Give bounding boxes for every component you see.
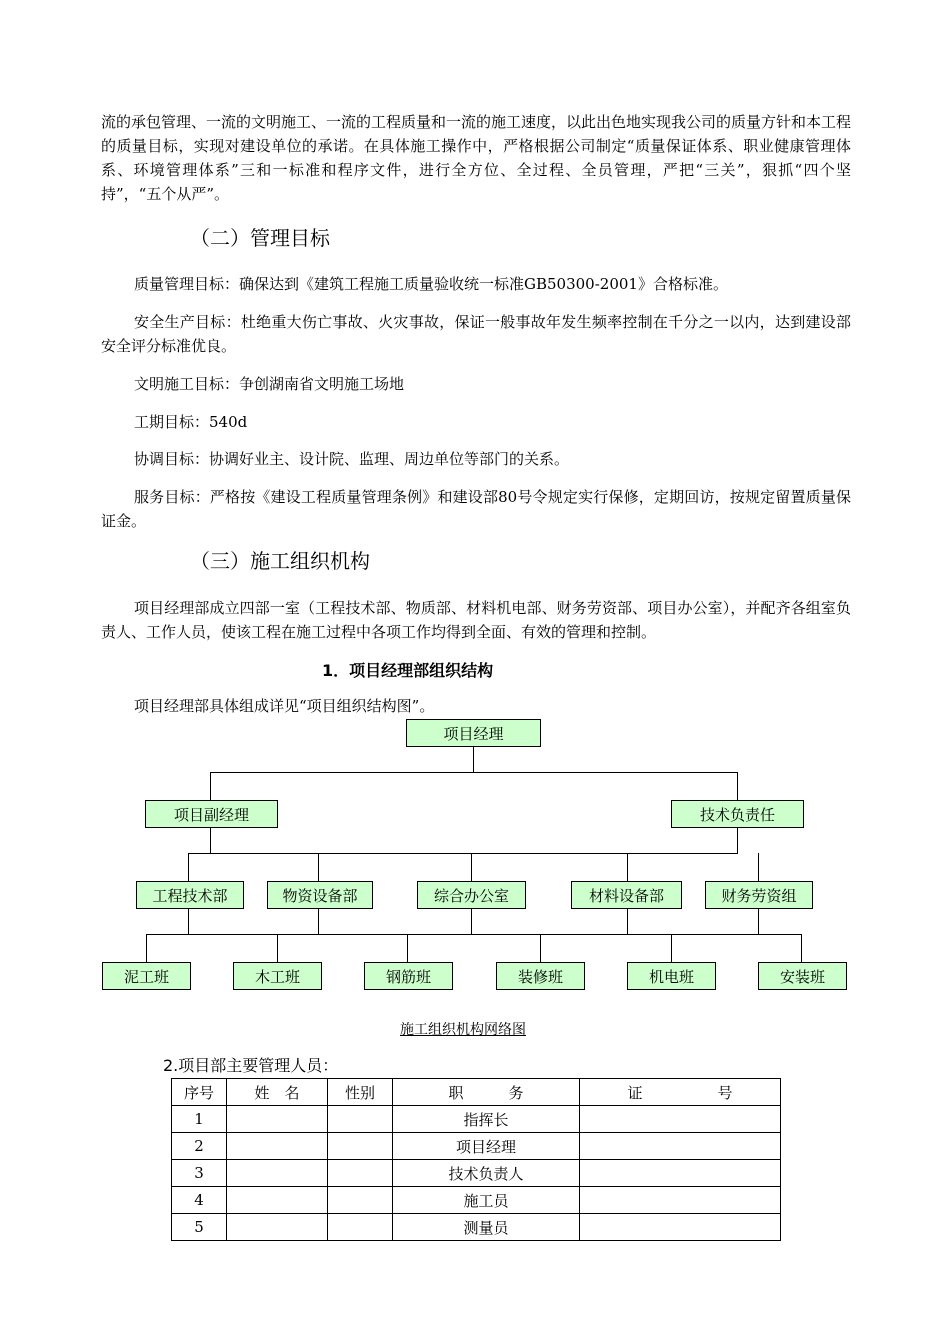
connector — [627, 853, 628, 881]
connector — [210, 772, 211, 800]
connector — [627, 908, 628, 935]
connector — [407, 934, 408, 963]
column-header: 职 务 — [393, 1079, 580, 1106]
connector — [801, 934, 802, 963]
section-2-title: （二）管理目标 — [190, 226, 330, 250]
column-header: 序号 — [172, 1079, 227, 1106]
org-node-deputy-manager: 项目副经理 — [145, 800, 278, 828]
connector — [758, 908, 759, 935]
connector — [737, 827, 738, 854]
cell-gender — [328, 1187, 393, 1214]
org-node-team: 机电班 — [627, 962, 716, 990]
connector — [758, 853, 759, 881]
cell-no: 4 — [172, 1187, 227, 1214]
org-chart-caption: 施工组织机构网络图 — [400, 1022, 526, 1038]
cell-gender — [328, 1160, 393, 1187]
staff-table — [171, 1078, 781, 1241]
org-node-project-manager: 项目经理 — [406, 719, 541, 747]
connector — [471, 908, 472, 935]
org-node-department: 物资设备部 — [267, 881, 373, 909]
org-node-department: 工程技术部 — [136, 881, 244, 909]
cell-gender — [328, 1133, 393, 1160]
connector — [318, 853, 319, 881]
org-node-tech-lead: 技术负责任 — [671, 800, 804, 828]
cell-cert — [580, 1214, 781, 1241]
column-header: 证 号 — [580, 1079, 781, 1106]
cell-duty: 技术负责人 — [393, 1160, 580, 1187]
goal-schedule: 工期目标：540d — [134, 413, 248, 431]
connector — [473, 746, 474, 773]
staff-table-title: 2.项目部主要管理人员： — [163, 1056, 339, 1075]
org-node-department: 综合办公室 — [417, 881, 526, 909]
connector — [188, 853, 738, 854]
cell-cert — [580, 1133, 781, 1160]
goal-service: 服务目标：严格按《建设工程质量管理条例》和建设部80号令规定实行保修，定期回访，按规定留置质量保证金。 — [101, 488, 851, 530]
connector — [188, 908, 189, 935]
org-node-team: 装修班 — [496, 962, 585, 990]
table-row — [172, 1106, 781, 1133]
cell-duty: 测量员 — [393, 1214, 580, 1241]
org-node-team: 钢筋班 — [364, 962, 453, 990]
section-3-title: （三）施工组织机构 — [190, 549, 370, 573]
goal-coordination: 协调目标：协调好业主、设计院、监理、周边单位等部门的关系。 — [134, 450, 570, 468]
connector — [210, 772, 738, 773]
intro-paragraph: 流的承包管理、一流的文明施工、一流的工程质量和一流的施工速度，以此出色地实现我公司的质量方针和本工程的质量目标，实现对建设单位的承诺。在具体施工操作中，严格根据公司制定“质量保证体系、职业健康管理体系、环境管理体系”三和一标准和程序文件，进行全方位、全过程、全员管理，严把“三关”，狠抓“四个坚持”，“五个从严”。 — [101, 113, 852, 203]
cell-duty: 指挥长 — [393, 1106, 580, 1133]
connector — [188, 853, 189, 881]
table-row — [172, 1160, 781, 1187]
connector — [471, 853, 472, 881]
connector — [540, 934, 541, 963]
cell-name — [227, 1133, 328, 1160]
cell-duty: 施工员 — [393, 1187, 580, 1214]
goal-safety: 安全生产目标：杜绝重大伤亡事故、火灾事故，保证一般事故年发生频率控制在千分之一以内，达到建设部安全评分标准优良。 — [101, 313, 851, 355]
connector — [671, 934, 672, 963]
org-structure-title: 1．项目经理部组织结构 — [322, 661, 494, 680]
cell-gender — [328, 1214, 393, 1241]
table-header-row — [172, 1079, 781, 1106]
goal-quality: 质量管理目标：确保达到《建筑工程施工质量验收统一标准GB50300-2001》合格标准。 — [134, 275, 728, 293]
org-node-department: 财务劳资组 — [705, 881, 813, 909]
cell-no: 2 — [172, 1133, 227, 1160]
cell-name — [227, 1214, 328, 1241]
connector — [210, 827, 211, 854]
table-row — [172, 1214, 781, 1241]
connector — [146, 934, 147, 963]
connector — [277, 934, 278, 963]
cell-no: 3 — [172, 1160, 227, 1187]
cell-name — [227, 1187, 328, 1214]
org-node-team: 木工班 — [233, 962, 322, 990]
cell-gender — [328, 1106, 393, 1133]
cell-cert — [580, 1187, 781, 1214]
cell-no: 5 — [172, 1214, 227, 1241]
table-row — [172, 1187, 781, 1214]
cell-duty: 项目经理 — [393, 1133, 580, 1160]
cell-cert — [580, 1160, 781, 1187]
section-3-body: 项目经理部成立四部一室（工程技术部、物质部、材料机电部、财务劳资部、项目办公室），并配齐各组室负责人、工作人员，使该工程在施工过程中各项工作均得到全面、有效的管理和控制。 — [101, 599, 851, 641]
cell-name — [227, 1160, 328, 1187]
connector — [737, 772, 738, 800]
column-header: 姓 名 — [227, 1079, 328, 1106]
cell-name — [227, 1106, 328, 1133]
org-node-team: 泥工班 — [102, 962, 191, 990]
org-node-department: 材料设备部 — [571, 881, 682, 909]
cell-no: 1 — [172, 1106, 227, 1133]
connector — [146, 934, 802, 935]
column-header: 性别 — [328, 1079, 393, 1106]
table-row — [172, 1133, 781, 1160]
org-node-team: 安装班 — [758, 962, 847, 990]
goal-civilized: 文明施工目标：争创湖南省文明施工场地 — [134, 375, 405, 393]
org-structure-intro: 项目经理部具体组成详见“项目组织结构图”。 — [134, 697, 435, 715]
connector — [318, 908, 319, 935]
cell-cert — [580, 1106, 781, 1133]
